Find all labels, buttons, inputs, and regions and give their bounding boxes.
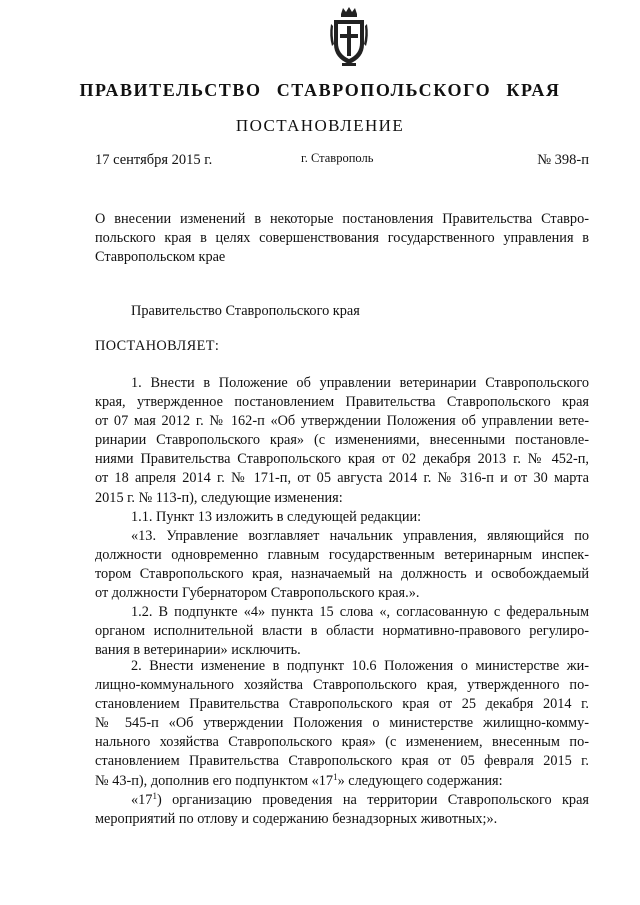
document-meta	[95, 150, 589, 170]
section-2-line: нального хозяйства Ставропольского края» (с изменением, внесенным по-	[95, 734, 589, 751]
section-2-line	[95, 772, 589, 791]
section-1-line: ринарии Ставропольского края» (с изменениями, внесенными постановле-	[95, 432, 589, 449]
section-1-line: края, утвержденное постановлением Правительства Ставропольского края	[95, 394, 589, 411]
section-1-line: «13. Управление возглавляет начальник управления, являющийся по	[131, 527, 589, 544]
section-1-line: должности одновременно главным государственным ветеринарным инспек-	[95, 546, 589, 563]
section-2-text: «17	[131, 791, 153, 808]
section-1-line: 1.2. В подпункте «4» пункта 15 слова «, согласованную с федеральным	[131, 604, 589, 621]
document-number: № 398-п	[537, 152, 589, 168]
government-title: ПРАВИТЕЛЬСТВО СТАВРОПОЛЬСКОГО КРАЯ	[79, 80, 561, 100]
section-1-line: органом исполнительной власти в области нормативно-правового регулиро-	[95, 623, 589, 640]
section-2-line: лищно-коммунального хозяйства Ставропольского края, утвержденного по-	[95, 677, 589, 694]
section-2-line	[95, 791, 589, 810]
subject-line: польского края в целях совершенствования государственного управления в	[95, 230, 589, 246]
document-date: 17 сентября 2015 г.	[95, 152, 213, 168]
section-1-line: 1.1. Пункт 13 изложить в следующей редакции:	[131, 508, 422, 525]
coat-of-arms-icon	[329, 6, 369, 68]
section-2-line: становлением Правительства Ставропольского края от 05 февраля 2015 г.	[95, 753, 589, 770]
document-city: г. Ставрополь	[301, 151, 374, 165]
superscript: 1	[152, 790, 157, 801]
section-2-text: ) организацию проведения на территории Ставропольского края	[156, 791, 589, 808]
section-2-text: » следующего содержания:	[337, 772, 503, 789]
emblem	[329, 6, 369, 68]
subject-line: Ставропольском крае	[95, 249, 226, 265]
section-1-line: от 07 мая 2012 г. № 162-п «Об утверждении Положения об управлении вете-	[95, 413, 589, 430]
section-2-line: № 545-п «Об утверждении Положения о министерстве жилищно-комму-	[95, 715, 589, 732]
section-2-line: 2. Внести изменение в подпункт 10.6 Положения о министерстве жи-	[131, 658, 589, 674]
section-1-line: от 18 апреля 2014 г. № 171-п, от 05 августа 2014 г. № 316-п и от 30 марта	[95, 470, 589, 487]
section-1	[95, 374, 589, 660]
section-1-line: от должности Губернатором Ставропольского края.».	[95, 585, 420, 602]
document-type: ПОСТАНОВЛЕНИЕ	[235, 116, 405, 135]
document-subject	[95, 210, 589, 267]
superscript: 1	[333, 771, 338, 782]
section-2-line: мероприятий по отлову и содержанию безнадзорных животных;».	[95, 810, 498, 827]
section-2-text: № 43-п), дополнив его подпунктом «17	[95, 772, 334, 789]
subject-line: О внесении изменений в некоторые постановления Правительства Ставро-	[95, 211, 589, 227]
section-2	[95, 657, 589, 829]
section-1-line: вания в ветеринарии» исключить.	[95, 642, 301, 659]
section-1-line: 2015 г. № 113-п), следующие изменения:	[95, 489, 343, 506]
section-1-line: ниями Правительства Ставропольского края от 02 декабря 2013 г. № 452-п,	[95, 451, 589, 468]
section-1-line: тором Ставропольского края, назначаемый на должность и освобождаемый	[95, 565, 589, 582]
resolves-heading: ПОСТАНОВЛЯЕТ:	[95, 338, 220, 354]
section-1-line: 1. Внести в Положение об управлении ветеринарии Ставропольского	[131, 375, 589, 391]
intro-text: Правительство Ставропольского края	[131, 303, 360, 319]
section-2-line: становлением Правительства Ставропольского края от 25 декабря 2014 г.	[95, 696, 589, 713]
